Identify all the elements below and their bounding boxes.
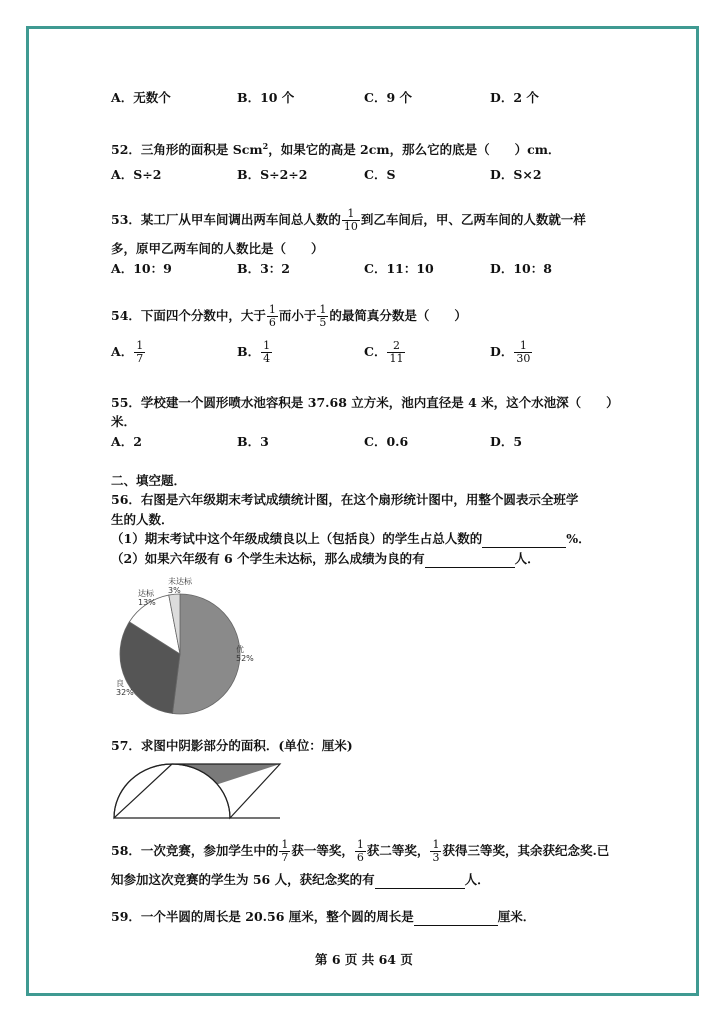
pie-label-3: 达标 <box>138 589 154 598</box>
pie-value-1: 52% <box>236 654 254 663</box>
fraction: $\frac{1}{5}$ <box>319 303 327 329</box>
answer-blank[interactable] <box>482 531 566 548</box>
q54-option-a[interactable]: A． $\frac{1}{7}$ <box>111 339 144 365</box>
q54-stem: 54．下面四个分数中，大于 $\frac{1}{6}$ 而小于 $\frac{1}{5}$ 的最简真分数是（ ） <box>111 303 467 329</box>
q53-stem: 53．某工厂从甲车间调出两车间总人数的 $\frac{1}{10}$ 到乙车间后，甲、乙两车间的人数就一样 <box>111 207 586 233</box>
q53-option-c[interactable]: C．11：10 <box>364 261 434 276</box>
q53-option-a[interactable]: A．10：9 <box>111 261 172 276</box>
q53-option-b[interactable]: B．3：2 <box>237 261 290 276</box>
q54-option-b[interactable]: B． $\frac{1}{4}$ <box>237 339 271 365</box>
q55-option-d[interactable]: D．5 <box>490 434 523 449</box>
q52-option-a[interactable]: A．S÷2 <box>111 167 162 182</box>
pie-chart <box>110 574 254 704</box>
fraction: $\frac{1}{10}$ <box>343 207 358 233</box>
q56-stem: 56．右图是六年级期末考试成绩统计图，在这个扇形统计图中，用整个圆表示全班学 <box>111 492 579 507</box>
pie-slice-1 <box>172 594 240 714</box>
q56-sub2: （2）如果六年级有 6 个学生未达标，那么成绩为良的有 人． <box>111 551 540 566</box>
fraction: $\frac{1}{3}$ <box>432 838 440 864</box>
q52-stem: 52．三角形的面积是 Scm$^2$，如果它的高是 2cm，那么它的底是（ ）cm． <box>111 141 561 158</box>
q55-stem-line2: 米． <box>111 414 137 429</box>
pie-label-2: 良 <box>116 679 124 688</box>
q56-sub1: （1）期末考试中这个年级成绩良以上（包括良）的学生占总人数的 %． <box>111 531 591 546</box>
q54-option-d[interactable]: D． $\frac{1}{30}$ <box>490 339 531 365</box>
q56-stem-line2: 生的人数． <box>111 512 174 527</box>
pie-label-1: 优 <box>236 645 244 654</box>
answer-blank[interactable] <box>375 872 465 889</box>
pie-value-2: 32% <box>116 688 134 697</box>
pie-value-3: 13% <box>138 598 156 607</box>
q52-option-c[interactable]: C．S <box>364 167 396 182</box>
q57-stem: 57．求图中阴影部分的面积．(单位：厘米) <box>111 738 353 753</box>
q54-option-c[interactable]: C． $\frac{2}{11}$ <box>364 339 404 365</box>
q58-stem: 58．一次竞赛，参加学生中的 $\frac{1}{7}$ 获一等奖， $\frac{1}{6}$ 获二等奖， $\frac{1}{3}$ 获得三等奖，其余获纪念奖.已 <box>111 838 610 864</box>
shaded-area-figure <box>112 760 284 822</box>
q52-option-b[interactable]: B．S÷2÷2 <box>237 167 308 182</box>
fraction: $\frac{1}{6}$ <box>268 303 276 329</box>
answer-blank[interactable] <box>414 909 498 926</box>
q58-stem-line2: 知参加这次竞赛的学生为 56 人，获纪念奖的有 人． <box>111 872 490 887</box>
q51-option-d[interactable]: D．2 个 <box>490 90 539 105</box>
fraction: $\frac{1}{6}$ <box>356 838 364 864</box>
section-heading: 二、填空题． <box>111 473 187 488</box>
q51-option-b[interactable]: B．10 个 <box>237 90 295 105</box>
answer-blank[interactable] <box>425 551 515 568</box>
q55-option-b[interactable]: B．3 <box>237 434 269 449</box>
q51-option-c[interactable]: C．9 个 <box>364 90 412 105</box>
pie-value-4: 3% <box>168 586 181 595</box>
page-footer: 第 6 页 共 64 页 <box>315 952 413 967</box>
q59-stem: 59．一个半圆的周长是 20.56 厘米，整个圆的周长是 厘米． <box>111 909 536 924</box>
q55-stem: 55．学校建一个圆形喷水池容积是 37.68 立方米，池内直径是 4 米，这个水池深（ ） <box>111 395 619 410</box>
q53-stem-line2: 多，原甲乙两车间的人数比是（ ） <box>111 241 324 256</box>
q53-option-d[interactable]: D．10：8 <box>490 261 552 276</box>
q52-option-d[interactable]: D．S×2 <box>490 167 542 182</box>
q55-option-c[interactable]: C．0.6 <box>364 434 409 449</box>
fraction: $\frac{1}{7}$ <box>281 838 289 864</box>
q51-option-a[interactable]: A．无数个 <box>111 90 171 105</box>
q55-option-a[interactable]: A．2 <box>111 434 142 449</box>
pie-label-4: 未达标 <box>168 577 192 586</box>
